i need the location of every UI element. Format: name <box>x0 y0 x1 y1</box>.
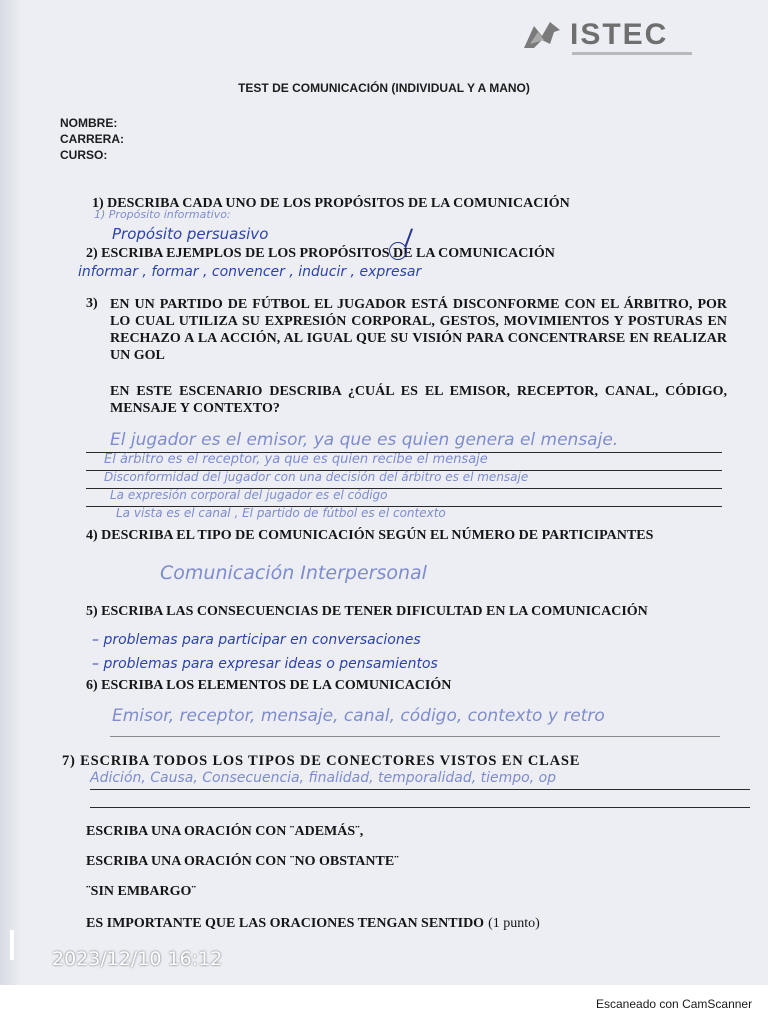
scan-edge-mark <box>10 930 14 960</box>
answer-3-line-4: La expresión corporal del jugador es el código <box>110 488 388 502</box>
answer-6: Emisor, receptor, mensaje, canal, código, contexto y retro <box>112 706 605 726</box>
question-6: 6) ESCRIBA LOS ELEMENTOS DE LA COMUNICACIÓN <box>86 678 452 693</box>
points-label: (1 punto) <box>488 916 540 931</box>
answer-2: informar , formar , convencer , inducir , expresar <box>78 264 422 280</box>
field-curso: CURSO: <box>60 148 108 162</box>
answer-5-line-2: – problemas para expresar ideas o pensamientos <box>92 656 438 672</box>
answer-4: Comunicación Interpersonal <box>160 562 427 584</box>
answer-1-line-1: 1) Propósito informativo: <box>94 208 231 221</box>
question-2: 2) ESCRIBA EJEMPLOS DE LOS PROPÓSITOS DE LA COMUNICACIÓN <box>86 246 555 261</box>
question-7: 7) ESCRIBA TODOS LOS TIPOS DE CONECTORES VISTOS EN CLASE <box>62 753 581 769</box>
instruction-no-obstante: ESCRIBA UNA ORACIÓN CON ¨NO OBSTANTE¨ <box>86 854 399 869</box>
field-nombre: NOMBRE: <box>60 116 118 130</box>
question-1: 1) DESCRIBA CADA UNO DE LOS PROPÓSITOS DE LA COMUNICACIÓN <box>92 196 570 211</box>
answer-line <box>90 789 750 790</box>
answer-line <box>110 736 720 737</box>
eagle-icon <box>520 18 564 52</box>
answer-1-line-2: Propósito persuasivo <box>112 225 269 243</box>
answer-line <box>90 807 750 808</box>
answer-3-line-2: El árbitro es el receptor, ya que es quien recibe el mensaje <box>104 452 488 467</box>
question-3-scenario: EN ESTE ESCENARIO DESCRIBA ¿CUÁL ES EL EMISOR, RECEPTOR, CANAL, CÓDIGO, MENSAJE Y CONTEXTO? <box>110 384 727 416</box>
question-5: 5) ESCRIBA LAS CONSECUENCIAS DE TENER DIFICULTAD EN LA COMUNICACIÓN <box>86 604 648 619</box>
question-3-number: 3) <box>86 296 98 311</box>
answer-3-line-3: Disconformidad del jugador con una decisión del árbitro es el mensaje <box>104 470 529 484</box>
instruction-ademas: ESCRIBA UNA ORACIÓN CON ¨ADEMÁS¨, <box>86 824 364 839</box>
answer-3-line-1: El jugador es el emisor, ya que es quien genera el mensaje. <box>110 430 619 450</box>
logo-text: ISTEC <box>570 18 669 51</box>
answer-7: Adición, Causa, Consecuencia, finalidad, temporalidad, tiempo, op <box>90 770 557 786</box>
page-title: TEST DE COMUNICACIÓN (INDIVIDUAL Y A MANO) <box>238 81 530 95</box>
circle-mark <box>389 242 407 260</box>
answer-5-line-1: – problemas para participar en conversaciones <box>92 632 421 648</box>
question-3: EN UN PARTIDO DE FÚTBOL EL JUGADOR ESTÁ DISCONFORME CON EL ÁRBITRO, POR LO CUAL UTILIZA SU EXPRESIÓN CORPORAL, GESTOS, MOVIMIENTOS Y POSTURAS EN RECHAZO A LA ACCIÓN, AL IGUAL QUE SU VISIÓN PARA CONCENTRARSE EN REALIZAR UN GOL <box>110 297 727 363</box>
instruction-sentido <box>86 914 540 932</box>
camscanner-footer: Escaneado con CamScanner <box>596 997 753 1011</box>
istec-logo <box>520 18 668 52</box>
instruction-sin-embargo: ¨SIN EMBARGO¨ <box>86 884 197 899</box>
logo-tagline-bar <box>572 52 692 55</box>
answer-3-line-5: La vista es el canal , El partido de fútbol es el contexto <box>116 506 446 520</box>
instruction-sentido-text: ES IMPORTANTE QUE LAS ORACIONES TENGAN SENTIDO <box>86 916 485 931</box>
timestamp-stamp: 2023/12/10 16:12 <box>52 948 223 970</box>
question-4: 4) DESCRIBA EL TIPO DE COMUNICACIÓN SEGÚN EL NÚMERO DE PARTICIPANTES <box>86 528 654 543</box>
field-carrera: CARRERA: <box>60 132 124 146</box>
